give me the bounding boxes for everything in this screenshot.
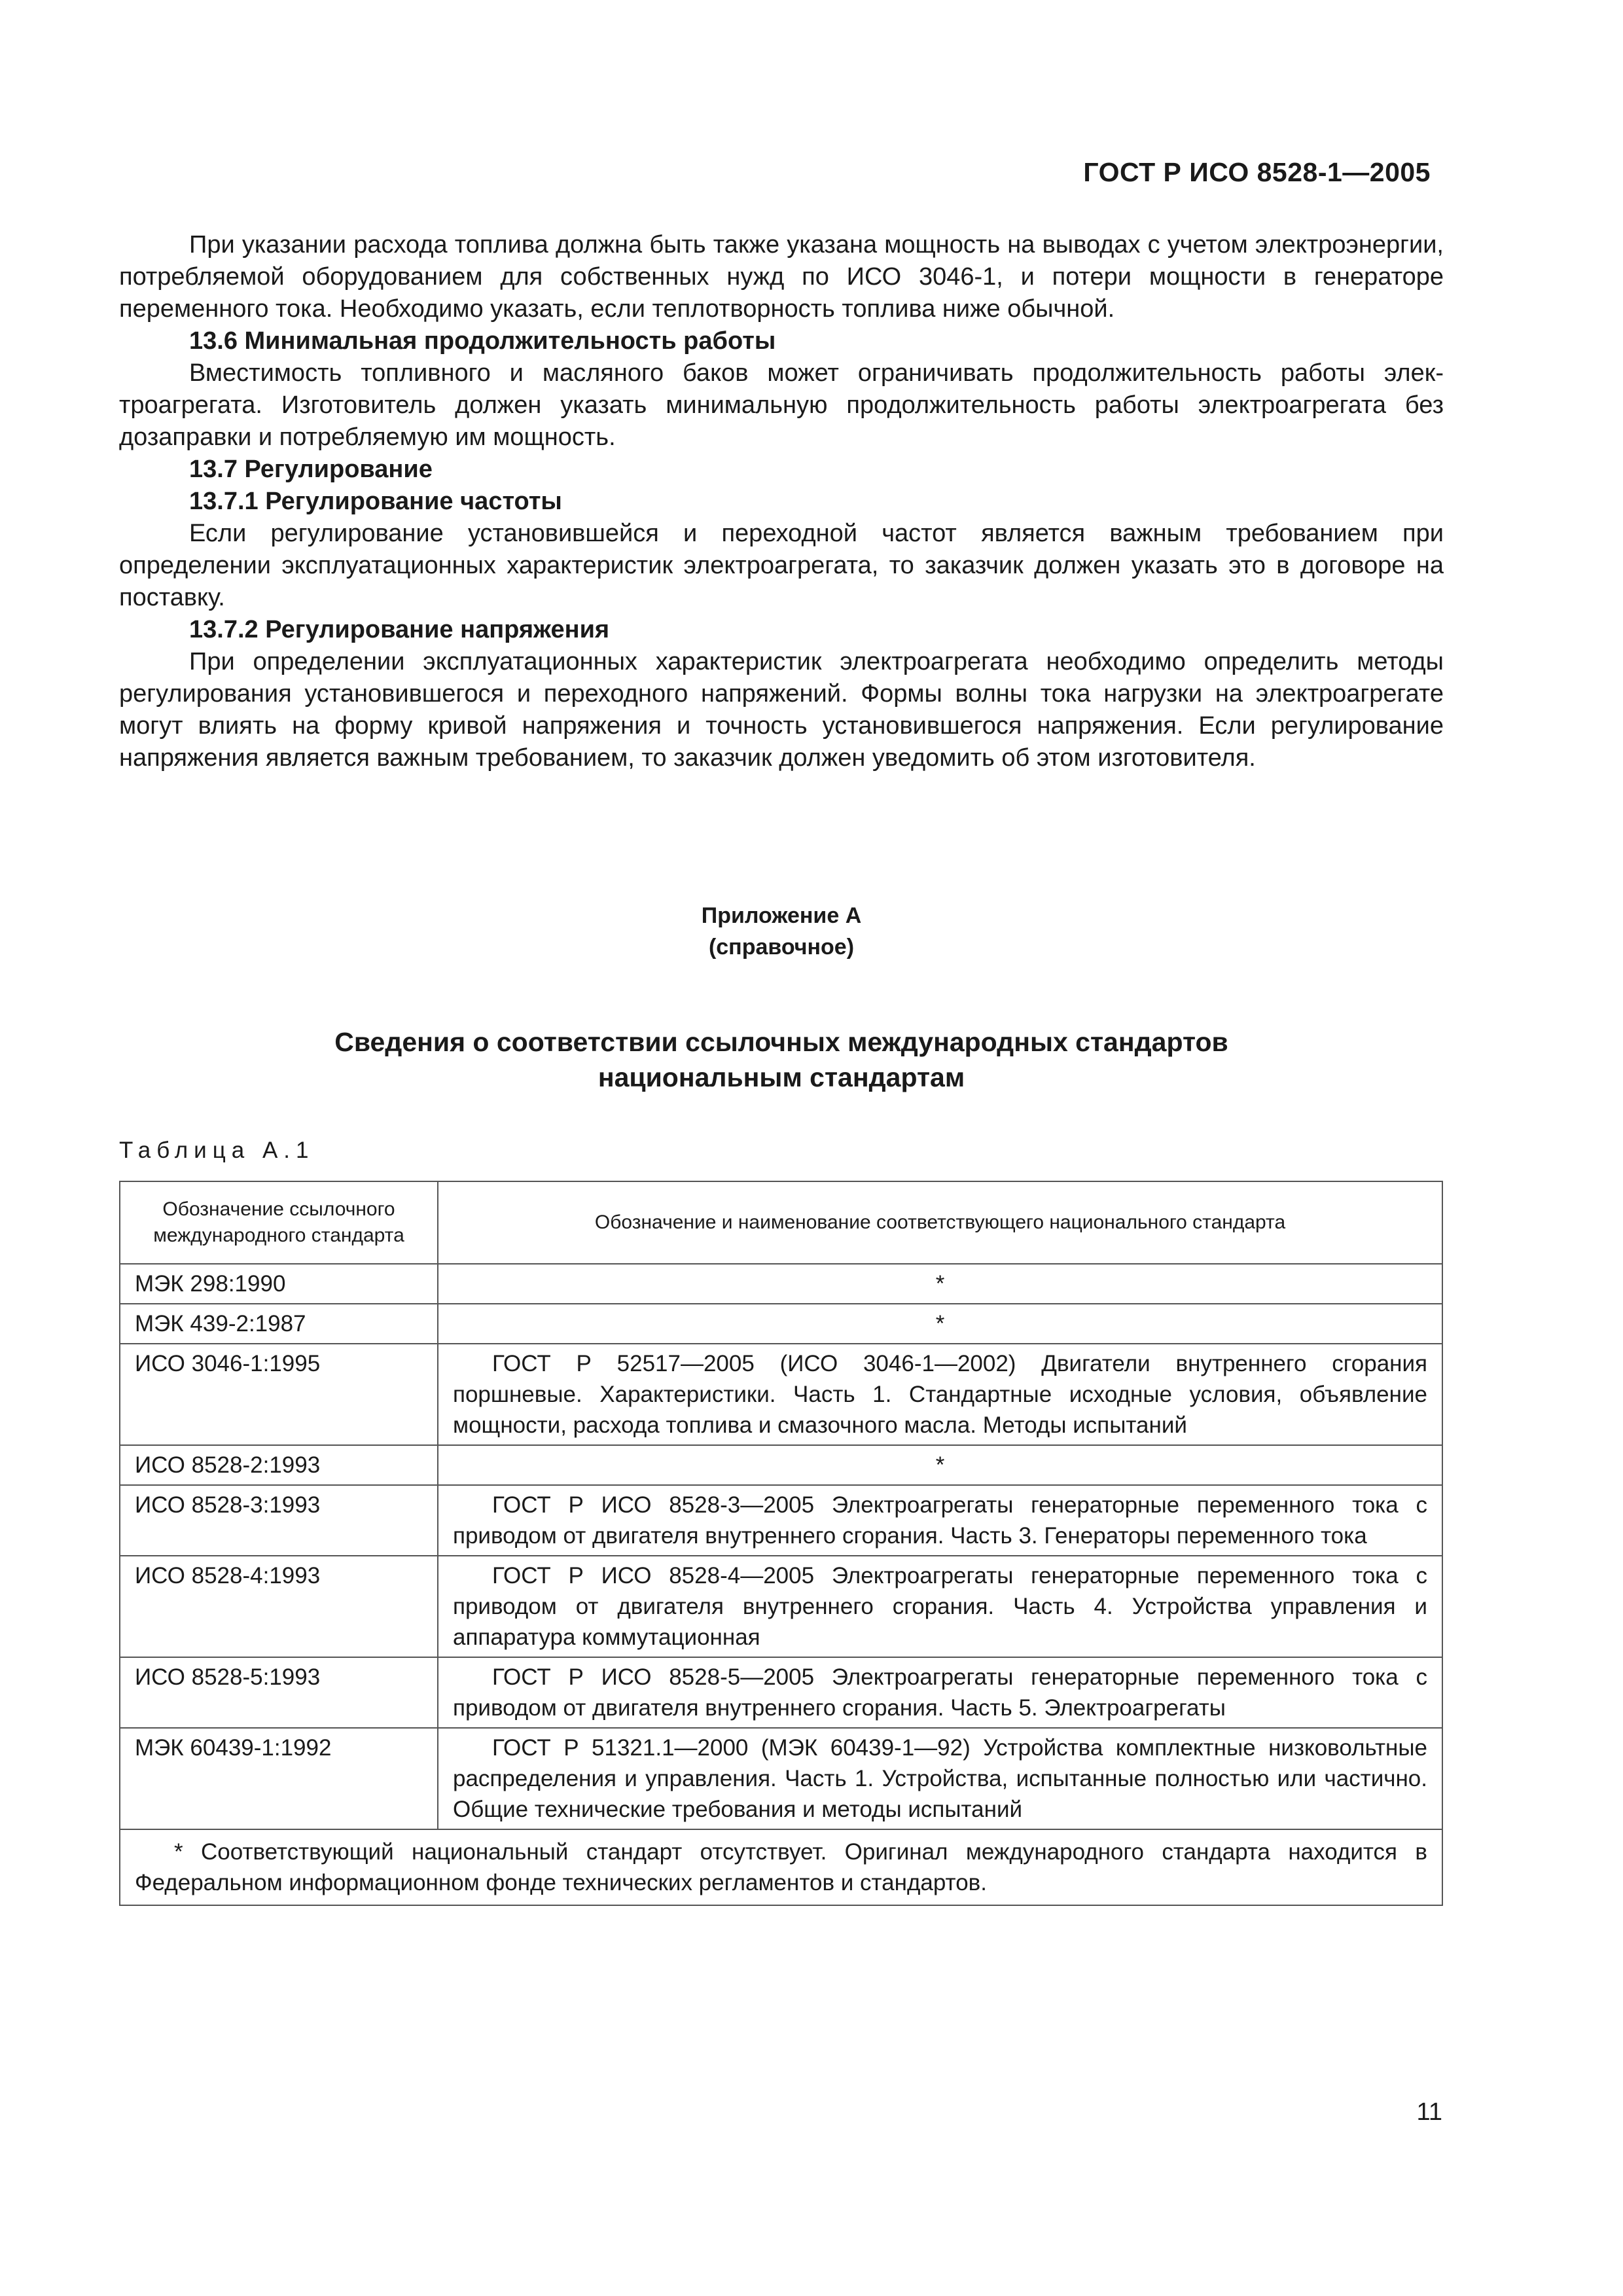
intl-standard-cell: ИСО 3046-1:1995	[120, 1344, 438, 1445]
column-header-national: Обозначение и наименование соответствующего национального стандарта	[438, 1181, 1442, 1264]
intl-standard-cell: ИСО 8528-2:1993	[120, 1445, 438, 1485]
table-row	[120, 1344, 1442, 1445]
table-header-row	[120, 1181, 1442, 1264]
table-row	[120, 1485, 1442, 1556]
national-standard-cell	[438, 1344, 1442, 1445]
document-header: ГОСТ Р ИСО 8528-1—2005	[1083, 157, 1431, 187]
national-standard-cell	[438, 1657, 1442, 1728]
section-heading-13-7-2: 13.7.2 Регулирование напряжения	[189, 616, 610, 643]
page-number: 11	[1416, 2098, 1442, 2126]
intl-standard-cell: МЭК 60439-1:1992	[120, 1728, 438, 1829]
national-standard-cell: *	[438, 1304, 1442, 1344]
national-standard-cell	[438, 1485, 1442, 1556]
national-standard-text: ГОСТ Р ИСО 8528-3—2005 Электроагрегаты генераторные переменного тока с приводом от двигателя внутреннего сгорания. Часть 3. Генераторы переменного тока	[453, 1492, 1427, 1549]
appendix-title-line-1: Сведения о соответствии ссылочных международных стандартов	[334, 1027, 1228, 1057]
appendix-kind: (справочное)	[708, 935, 855, 960]
national-standard-cell: *	[438, 1264, 1442, 1304]
appendix-label: Приложение А	[701, 903, 862, 928]
national-standard-cell: *	[438, 1445, 1442, 1485]
intl-standard-cell: ИСО 8528-4:1993	[120, 1556, 438, 1657]
column-header-international: Обозначение ссылочного международного стандарта	[120, 1181, 438, 1264]
national-standard-text: ГОСТ Р 51321.1—2000 (МЭК 60439-1—92) Устройства комплектные низковольтные распределения и управления. Часть 1. Устройства, испытанные полностью или частично. Общие технические требования и методы испытаний	[453, 1735, 1427, 1822]
paragraph-frequency-regulation: Если регулирование установившейся и переходной частот является важным требованием при определении эксплуатационных характеристик электроагрегата, то заказчик должен указать это в договоре на поставку.	[119, 520, 1444, 611]
paragraph-tank-capacity: Вместимость топливного и масляного баков может ограничивать продолжительность работы электроагрегата. Изготовитель должен указать минимальную продолжительность работы электроагрегата без дозаправки и потребляемую им мощность.	[119, 359, 1444, 451]
national-standard-cell	[438, 1556, 1442, 1657]
intl-standard-cell: МЭК 439-2:1987	[120, 1304, 438, 1344]
intl-standard-cell: МЭК 298:1990	[120, 1264, 438, 1304]
table-row	[120, 1445, 1442, 1485]
intl-standard-cell: ИСО 8528-5:1993	[120, 1657, 438, 1728]
table-row	[120, 1556, 1442, 1657]
body-text	[119, 229, 1444, 774]
national-standard-cell	[438, 1728, 1442, 1829]
appendix-title-line-2: национальным стандартам	[597, 1062, 965, 1092]
intl-standard-cell: ИСО 8528-3:1993	[120, 1485, 438, 1556]
section-heading-13-6: 13.6 Минимальная продолжительность работы	[189, 327, 776, 355]
table-row	[120, 1304, 1442, 1344]
national-standard-text: ГОСТ Р 52517—2005 (ИСО 3046-1—2002) Двигатели внутреннего сгорания поршневые. Характеристики. Часть 1. Стандартные исходные условия, объявление мощности, расхода топлива и смазочного масла. Методы испытаний	[453, 1351, 1427, 1438]
table-caption: Таблица А.1	[119, 1138, 315, 1163]
table-row	[120, 1657, 1442, 1728]
table-footnote: * Соответствующий национальный стандарт отсутствует. Оригинал международного стандарта находится в Федеральном информационном фонде технических регламентов и стандартов.	[135, 1839, 1427, 1895]
reference-standards-table	[119, 1181, 1443, 1906]
table-row	[120, 1728, 1442, 1829]
table-footnote-row	[120, 1829, 1442, 1905]
section-heading-13-7-1: 13.7.1 Регулирование частоты	[189, 488, 562, 515]
paragraph-voltage-regulation: При определении эксплуатационных характеристик электроагрегата необходимо определить методы регулирования установившегося и переходного напряжений. Формы волны тока нагрузки на электроагрегате могут влиять на форму кривой напряжения и точность установившегося напряжения. Если регулирование напряжения является важным требованием, то заказчик должен уведомить об этом изготовителя.	[119, 648, 1444, 772]
paragraph-fuel-consumption: При указании расхода топлива должна быть также указана мощность на выводах с учетом электроэнергии, потребляемой оборудованием для собственных нужд по ИСО 3046-1, и потери мощности в генераторе переменного тока. Необходимо указать, если теплотворность топлива ниже обычной.	[119, 231, 1444, 323]
national-standard-text: ГОСТ Р ИСО 8528-4—2005 Электроагрегаты генераторные переменного тока с приводом от двигателя внутреннего сгорания. Часть 4. Устройства управления и аппаратура коммутационная	[453, 1563, 1427, 1650]
section-heading-13-7: 13.7 Регулирование	[189, 456, 433, 483]
table-footnote-cell	[120, 1829, 1442, 1905]
national-standard-text: ГОСТ Р ИСО 8528-5—2005 Электроагрегаты генераторные переменного тока с приводом от двигателя внутреннего сгорания. Часть 5. Электроагрегаты	[453, 1664, 1427, 1721]
table-row	[120, 1264, 1442, 1304]
